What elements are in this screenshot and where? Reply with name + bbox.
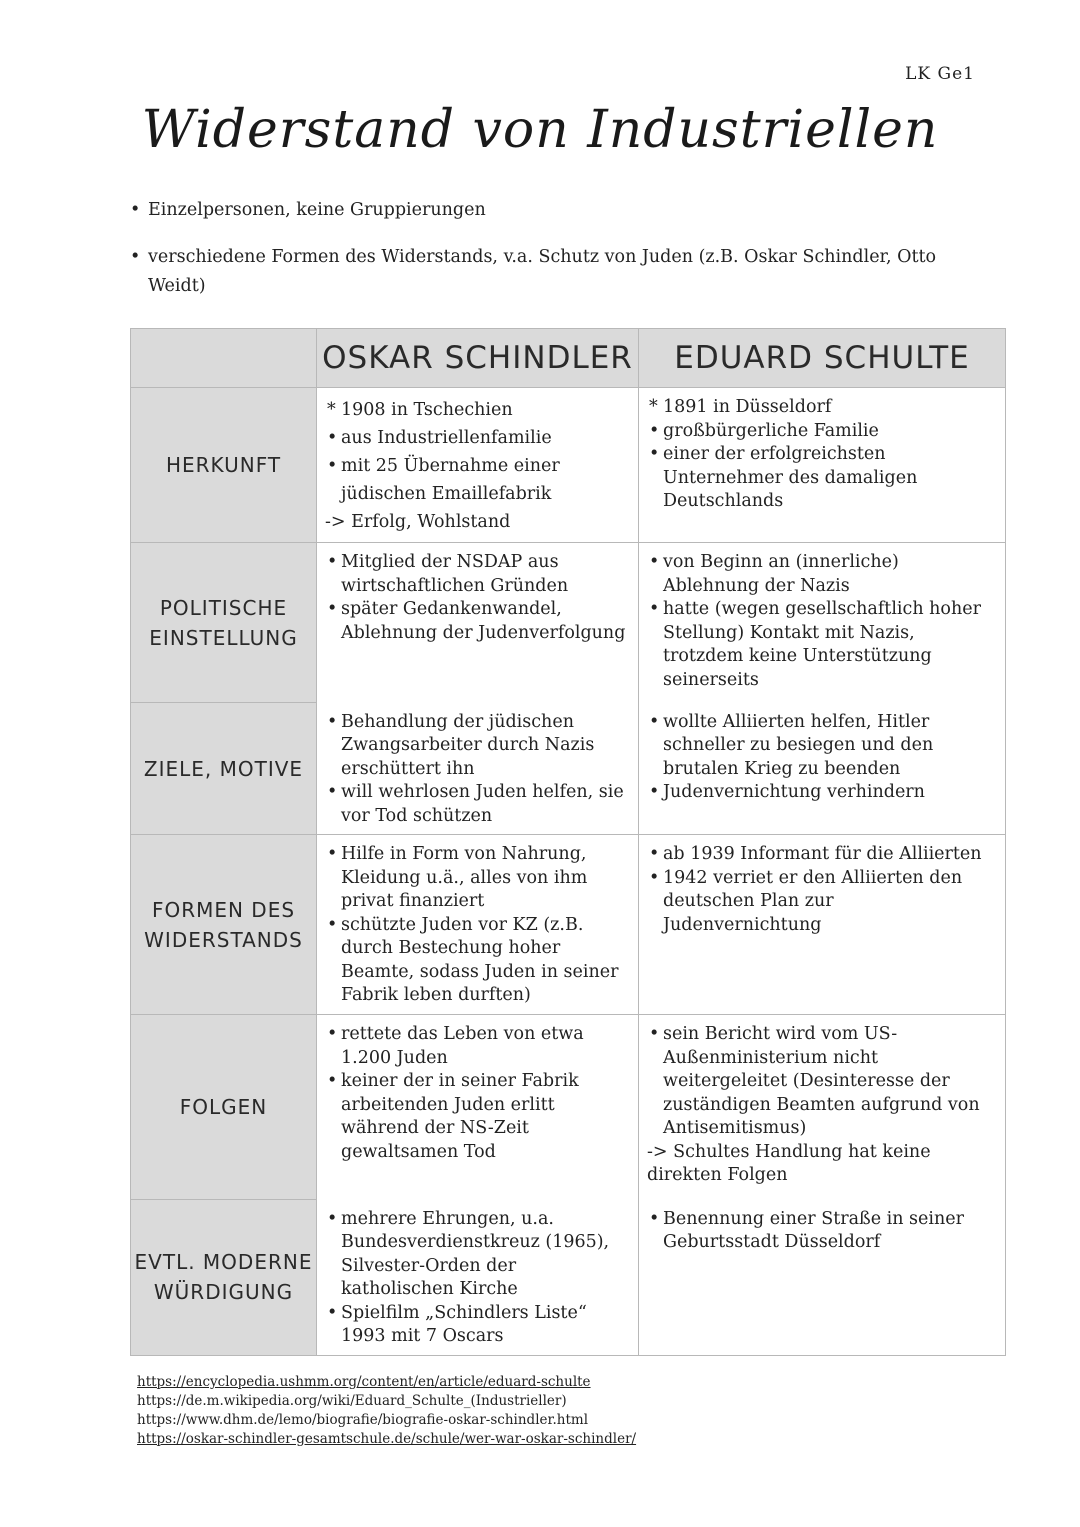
table-row (131, 543, 1006, 703)
list-item: * 1908 in Tschechien (325, 396, 630, 424)
table-row (131, 835, 1006, 1015)
cell-schulte-wuerdigung (639, 1200, 1006, 1356)
cell-schindler-formen (317, 835, 639, 1015)
source-list (137, 1373, 636, 1449)
list-item: • 1942 verriet er den Alliierten den deutschen Plan zur Judenvernichtung (647, 867, 997, 938)
page-title: Widerstand von Industriellen (141, 100, 939, 160)
source-link[interactable]: https://www.dhm.de/lemo/biografie/biografie-oskar-schindler.html (137, 1412, 589, 1428)
row-label-herkunft: HERKUNFT (131, 388, 317, 543)
list-item: • rettete das Leben von etwa 1.200 Juden (325, 1023, 630, 1070)
list-item: • Spielfilm „Schindlers Liste“ 1993 mit 7 Oscars (325, 1302, 630, 1349)
list-item: • hatte (wegen gesellschaftlich hoher Stellung) Kontakt mit Nazis, trotzdem keine Unterstützung seinerseits (647, 598, 997, 692)
cell-schulte-folgen (639, 1015, 1006, 1200)
table-row (131, 1200, 1006, 1356)
table-header-row (131, 329, 1006, 388)
list-item: • aus Industriellenfamilie (325, 424, 630, 452)
row-label-politische-einstellung: POLITISCHE EINSTELLUNG (131, 543, 317, 703)
table-row (131, 388, 1006, 543)
list-item: • schützte Juden vor KZ (z.B. durch Bestechung hoher Beamte, sodass Juden in seiner Fabrik leben durften) (325, 914, 630, 1008)
header-schindler: OSKAR SCHINDLER (317, 329, 639, 388)
list-item: -> Schultes Handlung hat keine direkten Folgen (647, 1141, 931, 1185)
source-link[interactable]: https://encyclopedia.ushmm.org/content/en/article/eduard-schulte (137, 1374, 591, 1390)
list-item: • großbürgerliche Familie (647, 420, 997, 444)
cell-schulte-formen (639, 835, 1006, 1015)
list-item: * 1891 in Düsseldorf (647, 396, 997, 420)
list-item: • Behandlung der jüdischen Zwangsarbeiter durch Nazis erschüttert ihn (325, 711, 630, 782)
cell-schindler-folgen (317, 1015, 639, 1200)
cell-schindler-politisch (317, 543, 639, 703)
row-label-ziele-motive: ZIELE, MOTIVE (131, 703, 317, 835)
cell-schulte-ziele (639, 703, 1006, 835)
list-item: • mehrere Ehrungen, u.a. Bundesverdienstkreuz (1965), Silvester-Orden der katholischen Kirche (325, 1208, 630, 1302)
source-link[interactable]: https://de.m.wikipedia.org/wiki/Eduard_Schulte_(Industrieller) (137, 1393, 567, 1409)
cell-schindler-herkunft (317, 388, 639, 543)
list-item: • sein Bericht wird vom US-Außenministerium nicht weitergeleitet (Desinteresse der zuständigen Beamten aufgrund von Antisemitismus) (647, 1023, 997, 1141)
list-item: • mit 25 Übernahme einer jüdischen Emaillefabrik (325, 452, 630, 508)
cell-schindler-ziele (317, 703, 639, 835)
row-label-folgen: FOLGEN (131, 1015, 317, 1200)
list-item: • später Gedankenwandel, Ablehnung der Judenverfolgung (325, 598, 630, 645)
table-row (131, 703, 1006, 835)
list-item: • will wehrlosen Juden helfen, sie vor Tod schützen (325, 781, 630, 828)
header-schulte: EDUARD SCHULTE (639, 329, 1006, 388)
list-item: • einer der erfolgreichsten Unternehmer des damaligen Deutschlands (647, 443, 997, 514)
list-item: -> Erfolg, Wohlstand (325, 512, 511, 532)
cell-schulte-politisch (639, 543, 1006, 703)
course-label: LK Ge1 (905, 64, 975, 84)
list-item: • Judenvernichtung verhindern (647, 781, 997, 805)
comparison-table (130, 328, 1006, 1356)
cell-schindler-wuerdigung (317, 1200, 639, 1356)
list-item: • Mitglied der NSDAP aus wirtschaftlichen Gründen (325, 551, 630, 598)
list-item: • Hilfe in Form von Nahrung, Kleidung u.ä., alles von ihm privat finanziert (325, 843, 630, 914)
list-item: • ab 1939 Informant für die Alliierten (647, 843, 997, 867)
source-link[interactable]: https://oskar-schindler-gesamtschule.de/schule/wer-war-oskar-schindler/ (137, 1431, 637, 1447)
intro-item: • Einzelpersonen, keine Gruppierungen (128, 196, 968, 225)
list-item: • Benennung einer Straße in seiner Geburtsstadt Düsseldorf (647, 1208, 997, 1255)
list-item: • von Beginn an (innerliche) Ablehnung der Nazis (647, 551, 997, 598)
table-row (131, 1015, 1006, 1200)
header-corner (131, 329, 317, 388)
intro-item: • verschiedene Formen des Widerstands, v.a. Schutz von Juden (z.B. Oskar Schindler, Otto Weidt) (128, 243, 968, 301)
row-label-moderne-wuerdigung: EVTL. MODERNE WÜRDIGUNG (131, 1200, 317, 1356)
cell-schulte-herkunft (639, 388, 1006, 543)
list-item: • keiner der in seiner Fabrik arbeitenden Juden erlitt während der NS-Zeit gewaltsamen Tod (325, 1070, 630, 1164)
intro-list (128, 196, 968, 319)
row-label-formen-des-widerstands: FORMEN DES WIDERSTANDS (131, 835, 317, 1015)
list-item: • wollte Alliierten helfen, Hitler schneller zu besiegen und den brutalen Krieg zu beenden (647, 711, 997, 782)
